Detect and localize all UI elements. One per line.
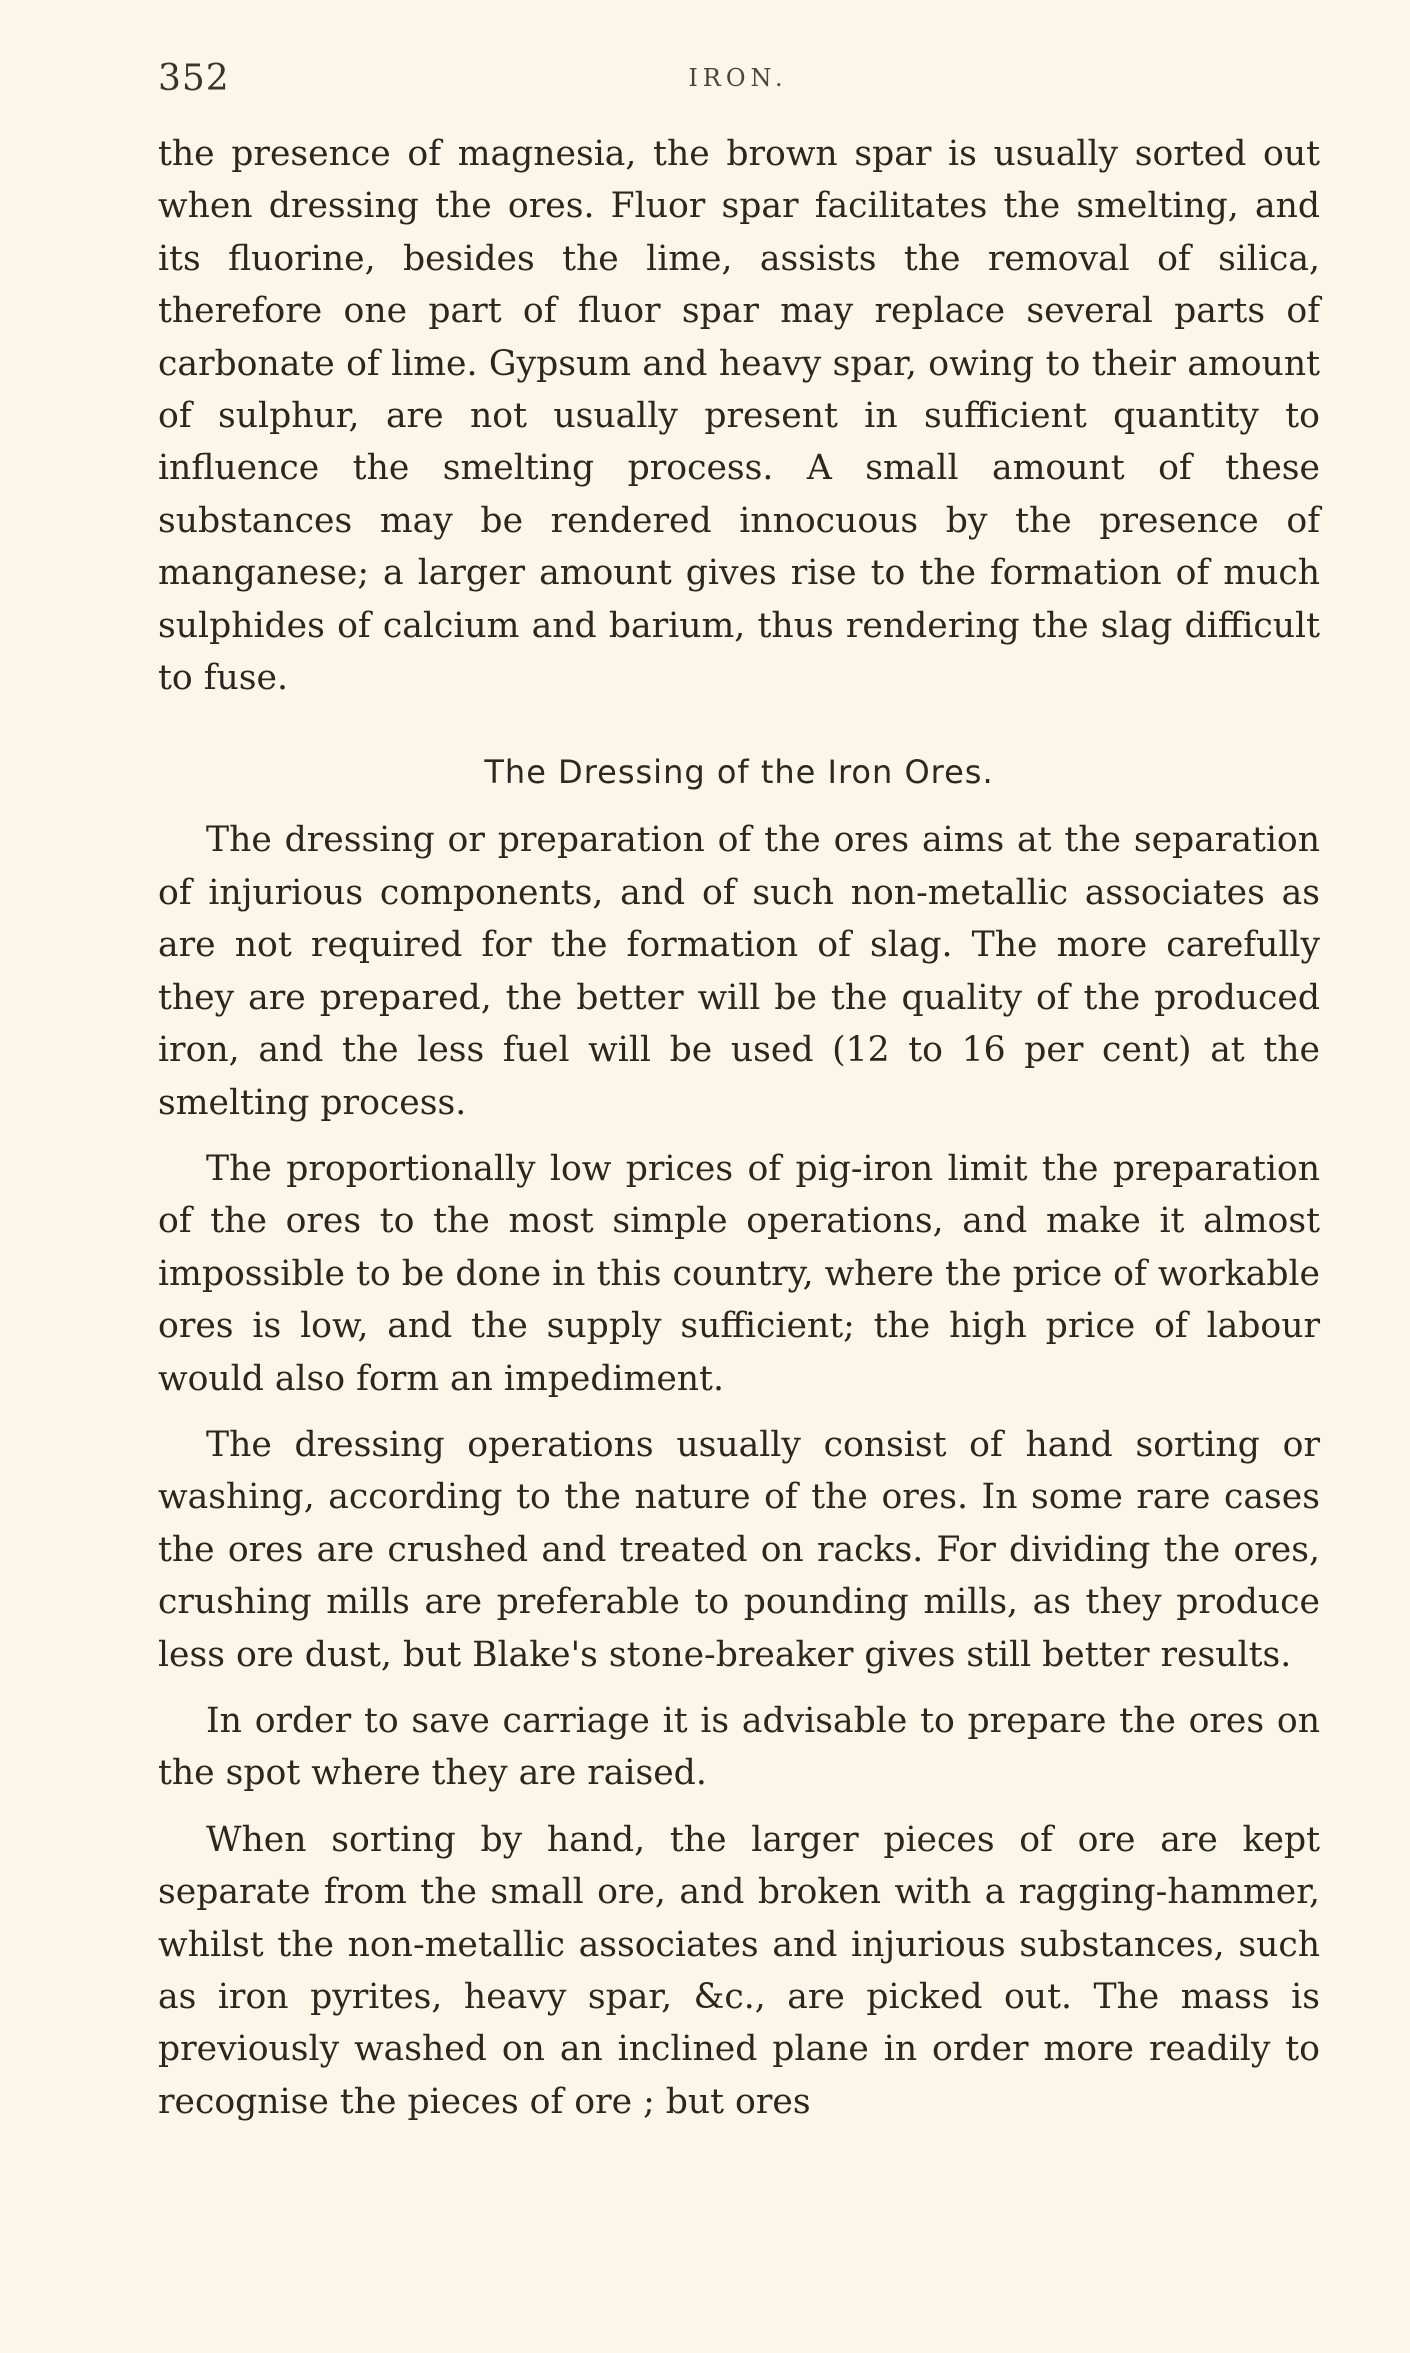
running-head (158, 58, 1318, 108)
paragraph-continued: the presence of magnesia, the brown spar is usually sorted out when dressing the ores. Fluor spar facilitates the smelting, and its fluorine, besides the lime, assists the removal of silica, therefore one part of fluor spar may replace several parts of carbonate of lime. Gypsum and heavy spar, owing to their amount of sulphur, are not usually present in sufficient quantity to influence the smelting process. A small amount of these substances may be rendered innocuous by the presence of manganese; a larger amount gives rise to the formation of much sulphides of calcium and barium, thus rendering the slag difficult to fuse. (158, 134, 1320, 699)
paragraph-dressing-intro: The dressing or preparation of the ores aims at the separation of injurious components, and of such non-metallic associates as are not required for the formation of slag. The more carefully they are prepared, the better will be the quality of the produced iron, and the less fuel will be used (12 to 16 per cent) at the smelting process. (158, 820, 1320, 1123)
body-text (158, 128, 1320, 2128)
section-heading: The Dressing of the Iron Ores. (484, 753, 994, 792)
paragraph-save-carriage: In order to save carriage it is advisable to prepare the ores on the spot where they are raised. (158, 1700, 1320, 1794)
page-number: 352 (158, 58, 230, 99)
running-title: IRON. (688, 64, 788, 92)
paragraph-pig-iron-prices: The proportionally low prices of pig-iron limit the preparation of the ores to the most simple operations, and make it almost impossible to be done in this country, where the price of workable ores is low, and the supply sufficient; the high price of labour would also form an impediment. (158, 1148, 1320, 1399)
paragraph-hand-sorting: When sorting by hand, the larger pieces of ore are kept separate from the small ore, and broken with a ragging-hammer, whilst the non-metallic associates and injurious substances, such as iron pyrites, heavy spar, &c., are picked out. The mass is previously washed on an inclined plane in order more readily to recognise the pieces of ore ; but ores (158, 1819, 1320, 2122)
paragraph-dressing-operations: The dressing operations usually consist of hand sorting or washing, according to the nature of the ores. In some rare cases the ores are crushed and treated on racks. For dividing the ores, crushing mills are preferable to pounding mills, as they produce less ore dust, but Blake's stone-breaker gives still better results. (158, 1424, 1320, 1675)
